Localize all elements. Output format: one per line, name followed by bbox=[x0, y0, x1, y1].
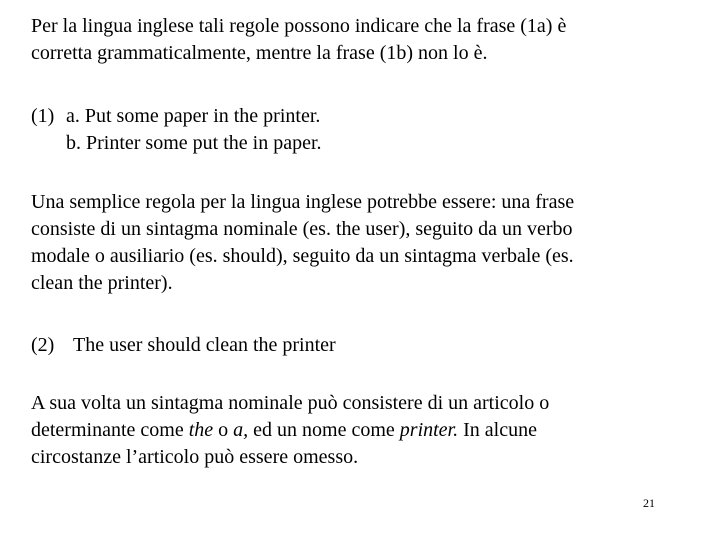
text-line: A sua volta un sintagma nominale può consistere di un articolo o bbox=[31, 392, 550, 414]
example-2-item bbox=[31, 332, 696, 359]
text-line: modale o ausiliario (es. should), seguito da un sintagma verbale (es. bbox=[31, 245, 574, 267]
text-line: circostanze l’articolo può essere omesso. bbox=[31, 446, 359, 468]
example-sentence: The user should clean the printer bbox=[73, 334, 336, 356]
text-line: consiste di un sintagma nominale (es. the user), seguito da un verbo bbox=[31, 218, 573, 240]
example-1-item-a bbox=[31, 103, 696, 130]
text-segment: In alcune bbox=[458, 419, 537, 441]
text-line: Una semplice regola per la lingua inglese potrebbe essere: una frase bbox=[31, 191, 575, 213]
text-segment: o bbox=[213, 419, 234, 441]
text-segment: ed un nome come bbox=[248, 419, 400, 441]
example-number: (1) bbox=[31, 105, 55, 127]
example-sentence: a. Put some paper in the printer. bbox=[66, 105, 321, 127]
intro-paragraph bbox=[31, 13, 696, 67]
rule-paragraph bbox=[31, 189, 696, 297]
text-segment: determinante come bbox=[31, 419, 189, 441]
example-number: (2) bbox=[31, 334, 55, 356]
example-sentence: b. Printer some put the in paper. bbox=[66, 132, 322, 154]
example-2 bbox=[31, 332, 696, 359]
text-line: corretta grammaticalmente, mentre la frase (1b) non lo è. bbox=[31, 42, 488, 64]
italic-term: a, bbox=[233, 419, 249, 441]
page-number: 21 bbox=[643, 496, 655, 510]
noun-phrase-paragraph bbox=[31, 390, 696, 471]
example-1-item-b bbox=[31, 130, 696, 157]
text-line: Per la lingua inglese tali regole possono indicare che la frase (1a) è bbox=[31, 15, 567, 37]
example-1 bbox=[31, 103, 696, 157]
italic-term: printer. bbox=[399, 419, 459, 441]
text-line: clean the printer). bbox=[31, 272, 173, 294]
text-line bbox=[31, 417, 696, 444]
italic-term: the bbox=[188, 419, 214, 441]
